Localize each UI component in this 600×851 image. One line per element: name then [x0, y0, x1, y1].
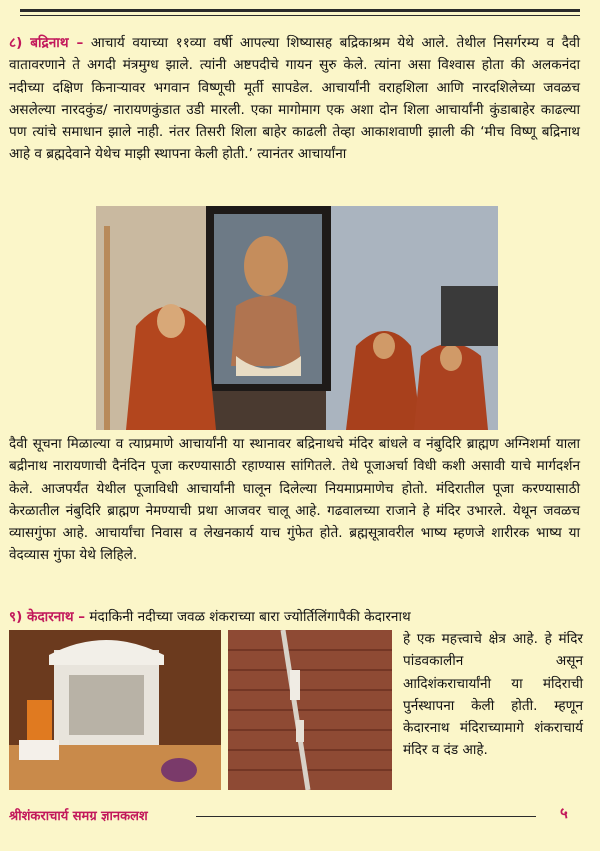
- section-8-heading: ८) बद्रिनाथ –: [9, 35, 84, 51]
- section-9-side-text: हे एक महत्त्वाचे क्षेत्र आहे. हे मंदिर पांडवकालीन असून आदिशंकराचार्यांनी या मंदिराची पुर्नस्थापना केली होती. म्हणून केदारनाथ मंदिराच्यामागे शंकराचार्य मंदिर व दंड आहे.: [403, 631, 583, 759]
- footer-rule: [196, 816, 536, 817]
- section-9-body-first-line: मंदाकिनी नदीच्या जवळ शंकराच्या बारा ज्योर्तिलिंगापैकी केदारनाथ: [85, 609, 411, 625]
- top-rule-thin: [20, 15, 580, 16]
- section-8-continuation: दैवी सूचना मिळाल्या व त्याप्रमाणे आचार्यांनी या स्थानावर बद्रिनाथचे मंदिर बांधले व नंबुदिरि ब्राह्मण अग्निशर्मा याला बद्रीनाथ नारायणाची दैनंदिन पूजा करण्यासाठी रहाण्यास सांगितले. तेथे पूजाअर्चा विधी कशी असावी याचे मार्गदर्शन केले. आजपर्यंत येथील पूजाविधी आचार्यांनी घालून दिलेल्या नियमाप्रमाणेच होतो. मंदिरातील पूजा करण्यासाठी केरळातील नंबुदिरि ब्राह्मण नेमण्याची प्रथा आजवर चालू आहे. गढवालच्या राजाने हे मंदिर उभारले. येथून जवळच व्यासगुंफा आहे. आचार्यांचा निवास व लेखनकार्य याच गुंफेत होते. ब्रह्मसूत्रावरील भाष्य म्हणजे शारीरक भाष्य या वेदव्यास गुंफा येथे लिहिले.: [9, 436, 580, 564]
- badrinath-statues-photo: [96, 206, 498, 430]
- section-9-heading: ९) केदारनाथ –: [9, 609, 86, 625]
- section-9-first-line: [9, 606, 580, 628]
- top-rule: [20, 9, 580, 12]
- kedarnath-temple-interior-photo: [9, 630, 221, 790]
- page-number: ५: [560, 804, 568, 822]
- section-8-body: आचार्य वयाच्या ११व्या वर्षी आपल्या शिष्यासह बद्रिकाश्रम येथे आले. तेथील निसर्गरम्य व दैवी वातावरणाने ते अगदी मंत्रमुग्ध झाले. त्यांनी अष्टपदीचे गायन सुरु केले. त्यांना असा विश्वास होता की अलकनंदा नदीच्या दक्षिण किनाऱ्यावर भगवान विष्णूची मूर्ती सापडेल. आचार्यांनी वराहशिला आणि नारदशिलेच्या जवळच असलेल्या नारदकुंड/ नारायणकुंडात उडी मारली. एका मागोमाग एक अशा दोन शिला आचार्यांनी कुंडाबाहेर काढल्या पण त्यांचे समाधान झाले नाही. नंतर तिसरी शिला बाहेर काढली तेव्हा आकाशवाणी झाली की ‘मीच विष्णू बद्रिनाथ आहे व ब्रह्मदेवाने येथेच माझी स्थापना केली होती.’ त्यानंतर आचार्यांना: [9, 35, 580, 163]
- shankaracharya-staff-photo: [228, 630, 392, 790]
- section-8-paragraph: [9, 32, 580, 166]
- footer-title: श्रीशंकराचार्य समग्र ज्ञानकलश: [9, 809, 148, 824]
